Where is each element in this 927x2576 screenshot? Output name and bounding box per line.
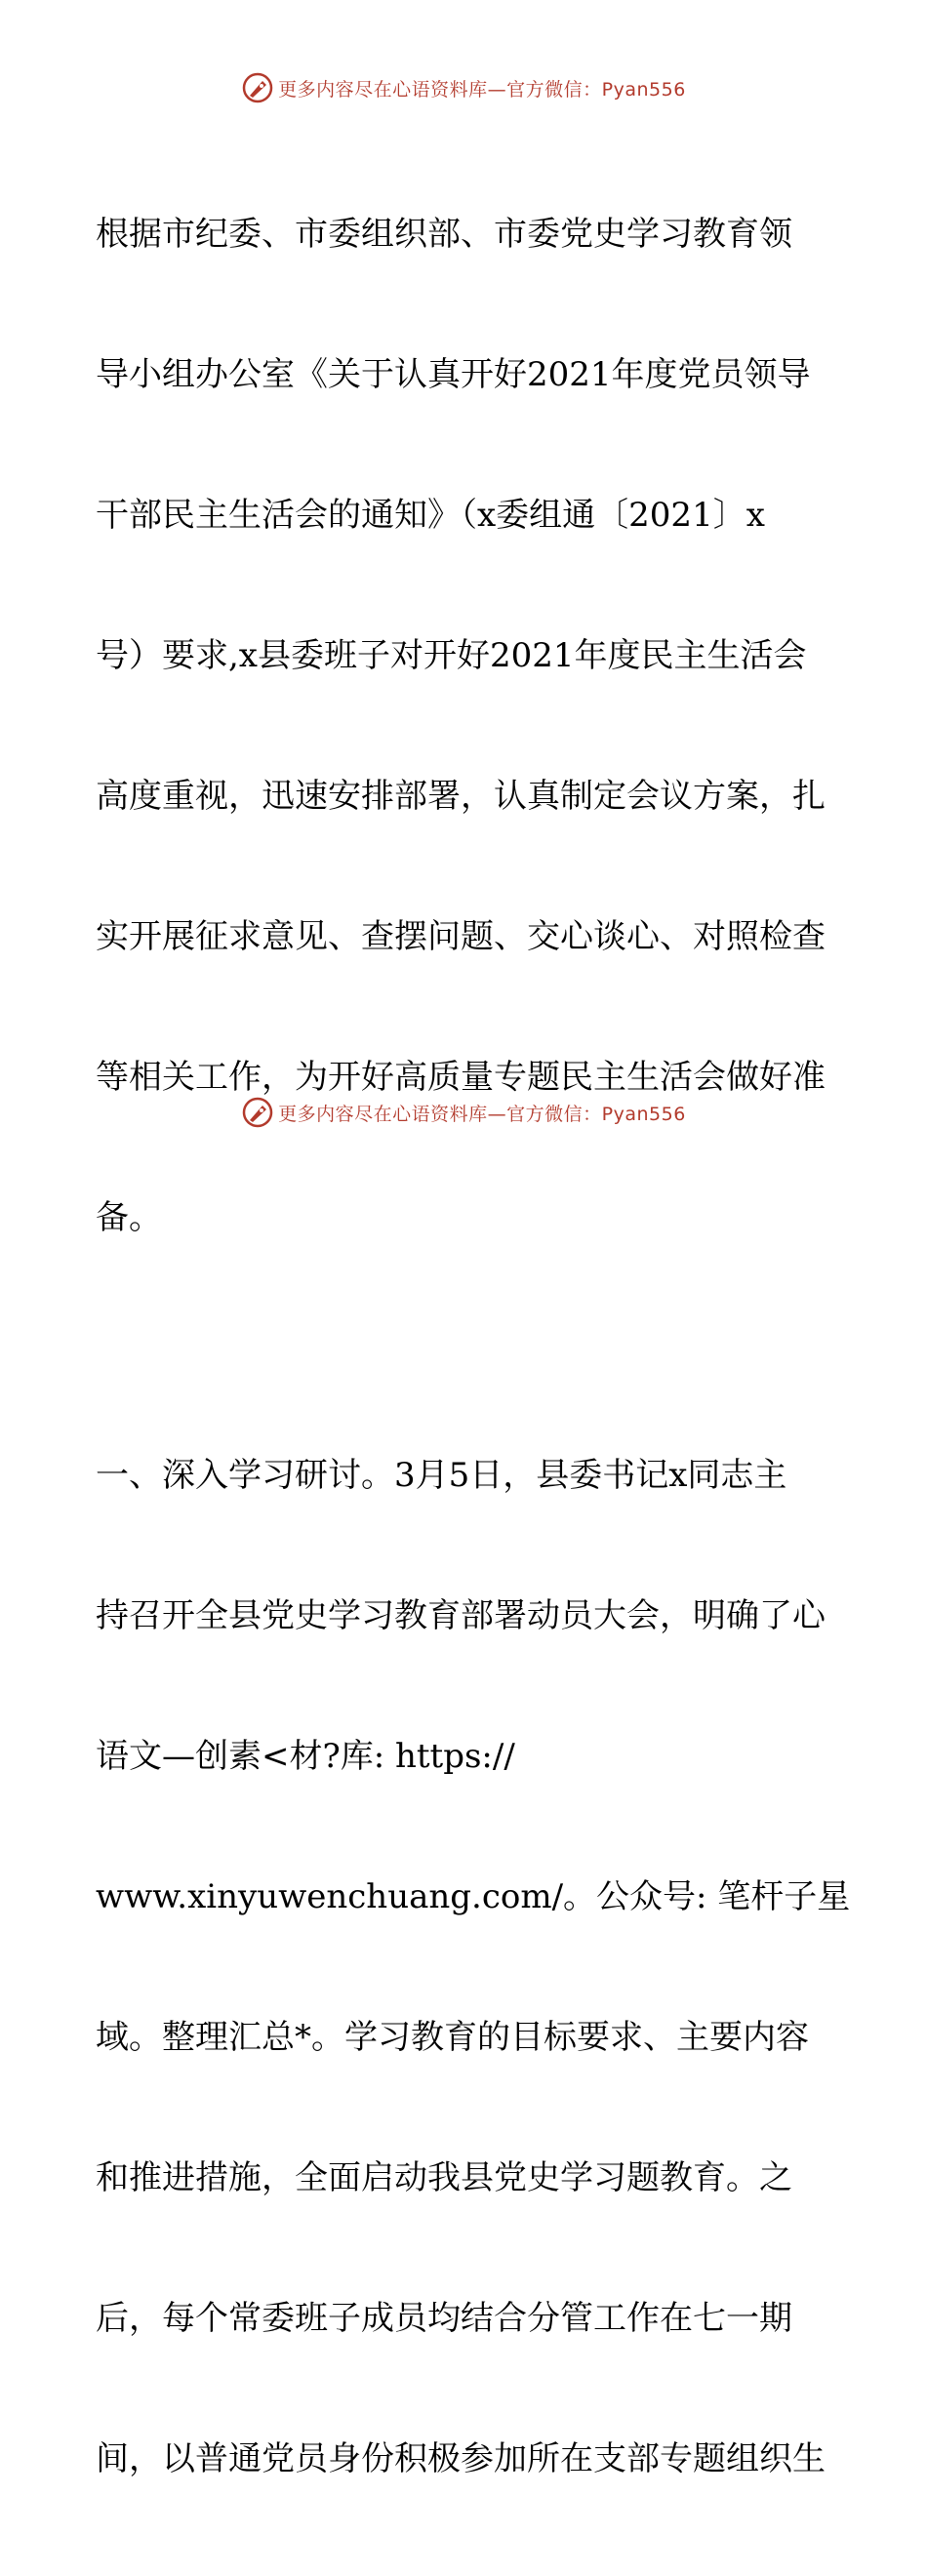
paragraph-section-one bbox=[96, 1358, 851, 2576]
text-line: 备。 bbox=[96, 1198, 162, 1237]
footer-watermark bbox=[0, 1093, 927, 1132]
text-line: 高度重视，迅速安排部署，认真制定会议方案，扎 bbox=[96, 777, 826, 816]
text-line: 语文—创素<材?库: https:// bbox=[96, 1737, 515, 1776]
watermark-text: 更多内容尽在心语资料库—官方微信：Pyan556 bbox=[278, 78, 686, 101]
paragraph-intro bbox=[96, 117, 837, 1335]
text-line: 后，每个常委班子成员均结合分管工作在七一期 bbox=[96, 2299, 792, 2338]
paragraph-gap bbox=[96, 1335, 837, 1358]
text-line: 根据市纪委、市委组织部、市委党史学习教育领 bbox=[96, 215, 792, 254]
pen-nib-logo-icon bbox=[241, 1096, 274, 1129]
text-line: 等相关工作，为开好高质量专题民主生活会做好准 bbox=[96, 1058, 826, 1097]
text-line: 号）要求,x县委班子对开好2021年度民主生活会 bbox=[96, 636, 807, 675]
pen-nib-logo-icon bbox=[241, 71, 274, 104]
text-line: 间，以普通党员身份积极参加所在支部专题组织生 bbox=[96, 2439, 826, 2478]
text-line: 一、深入学习研讨。3月5日，县委书记x同志主 bbox=[96, 1456, 787, 1495]
text-line: www.xinyuwenchuang.com/。公众号: 笔杆子星 bbox=[96, 1877, 851, 1916]
header-watermark bbox=[0, 68, 927, 107]
text-line: 持召开全县党史学习教育部署动员大会，明确了心 bbox=[96, 1596, 826, 1635]
text-line: 干部民主生活会的通知》（x委组通〔2021〕x bbox=[96, 496, 765, 535]
text-line: 域。整理汇总*。学习教育的目标要求、主要内容 bbox=[96, 2018, 809, 2057]
text-line: 和推进措施，全面启动我县党史学习题教育。之 bbox=[96, 2158, 792, 2197]
text-line: 导小组办公室《关于认真开好2021年度党员领导 bbox=[96, 355, 811, 394]
text-line: 实开展征求意见、查摆问题、交心谈心、对照检查 bbox=[96, 917, 826, 956]
watermark-text: 更多内容尽在心语资料库—官方微信：Pyan556 bbox=[278, 1103, 686, 1125]
document-body bbox=[96, 117, 851, 2576]
